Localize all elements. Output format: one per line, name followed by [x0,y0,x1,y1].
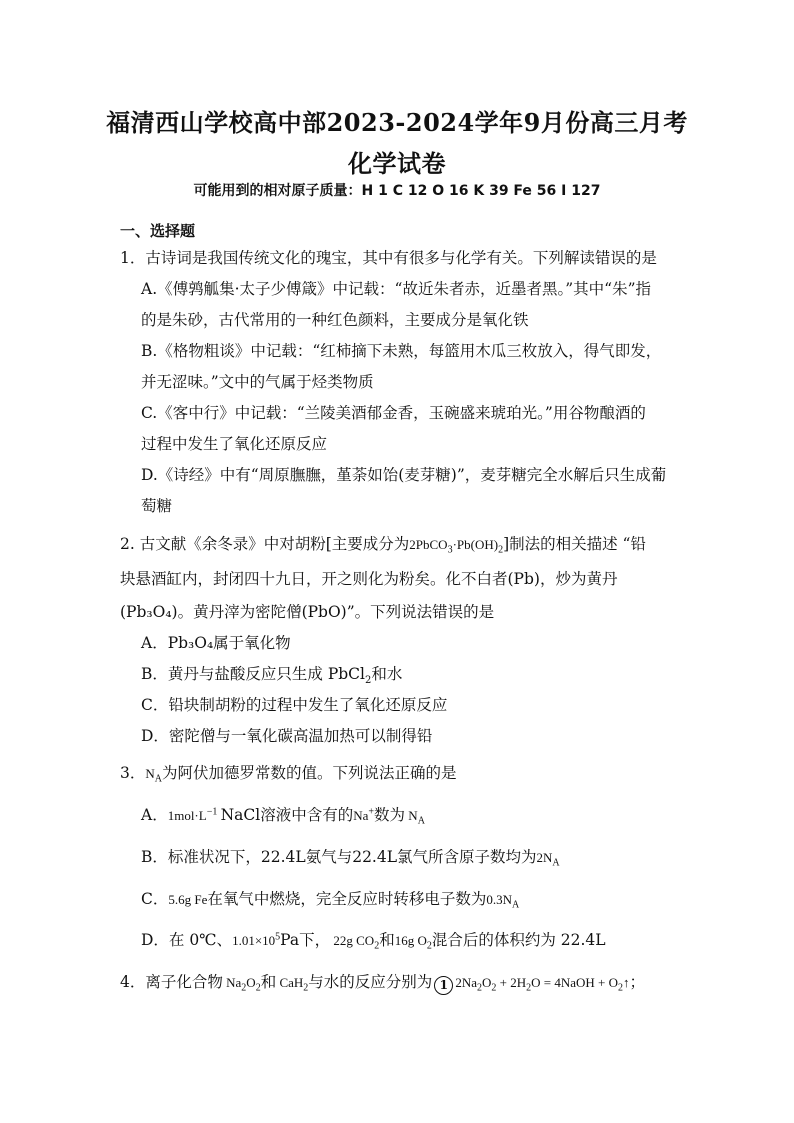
title-line-2: 化学试卷 [348,149,446,178]
q4-stem: 4．离子化合物 $Na_2O_2$和 CaH$_2$与水的反应分别为 1 $2Na_2O_2 + 2H_2O$ = 4NaOH + $O_2↑$； [120,973,645,994]
q2-stem-a: 2. 古文献《余冬录》中对胡粉[主要成分为 [120,535,410,553]
q2-stem-line1 [120,534,646,555]
atomic-masses: 可能用到的相对原子质量：H 1 C 12 O 16 K 39 Fe 56 I 127 [193,183,601,199]
q2-formula: $2PbCO_3\cdot Pb(OH)_2$ [409,537,504,556]
q3-option-b: B．标准状况下，22.4L氨气与22.4L氯气所含原子数均为$2N_A$ [141,848,560,869]
q2-stem-line2: 块悬酒缸内，封闭四十九日，开之则化为粉矣。化不白者(Pb)，炒为黄丹 [120,570,618,588]
q2-stem-b: ]制法的相关描述 “铅 [503,535,646,553]
q1-option-c-line1: C.《客中行》中记载：“兰陵美酒郁金香，玉碗盛来琥珀光。”用谷物酿酒的 [141,404,646,422]
q3-stem: 3．$N_A$为阿伏加德罗常数的值。下列说法正确的是 [120,764,457,785]
q2-option-c: C．铅块制胡粉的过程中发生了氧化还原反应 [141,696,448,714]
section-title: 一、选择题 [120,222,196,240]
q2-option-b: B．黄丹与盐酸反应只生成 PbCl$_2$和水 [141,665,403,687]
q1-option-b-line1: B.《格物粗谈》中记载：“红柿摘下未熟，每篮用木瓜三枚放入，得气即发， [141,342,662,360]
q2-option-d: D．密陀僧与一氧化碳高温加热可以制得铅 [141,727,433,745]
q2-stem-line3: (Pb₃O₄)。黄丹滓为密陀僧(PbO)”。下列说法错误的是 [120,603,495,621]
q1-option-a-line1: A.《傅鹑觚集·太子少傅箴》中记载：“故近朱者赤，近墨者黑。”其中“朱”指 [141,280,651,298]
q3-option-a: A．$1mol\cdot L^{-1}$ NaCl溶液中含有的Na+数为 $N_A$ [141,806,425,827]
q2-option-a: A．Pb₃O₄属于氧化物 [141,634,291,652]
q3-option-c: C．5.6g Fe在氧气中燃烧，完全反应时转移电子数为$0.3N_A$ [141,890,520,911]
q3-option-d: D．在 0℃、$1.01\times 10^5Pa$下， 22g $CO_2$和16g $O_2$混合后的体积约为 22.4L [141,931,606,952]
circled-number-1: 1 [434,976,453,995]
q1-option-d-line1: D.《诗经》中有“周原膴膴，堇荼如饴(麦芽糖)”，麦芽糖完全水解后只生成葡 [141,466,667,484]
q1-option-a-line2: 的是朱砂，古代常用的一种红色颜料，主要成分是氧化铁 [141,311,529,329]
q1-stem: 1．古诗词是我国传统文化的瑰宝，其中有很多与化学有关。下列解读错误的是 [120,249,657,267]
title-line-1: 福清西山学校高中部2023-2024学年9月份高三月考 [106,108,688,137]
q1-option-c-line2: 过程中发生了氧化还原反应 [141,435,328,453]
q1-option-b-line2: 并无涩味。”文中的气属于烃类物质 [141,373,374,391]
q1-option-d-line2: 萄糖 [141,497,173,515]
